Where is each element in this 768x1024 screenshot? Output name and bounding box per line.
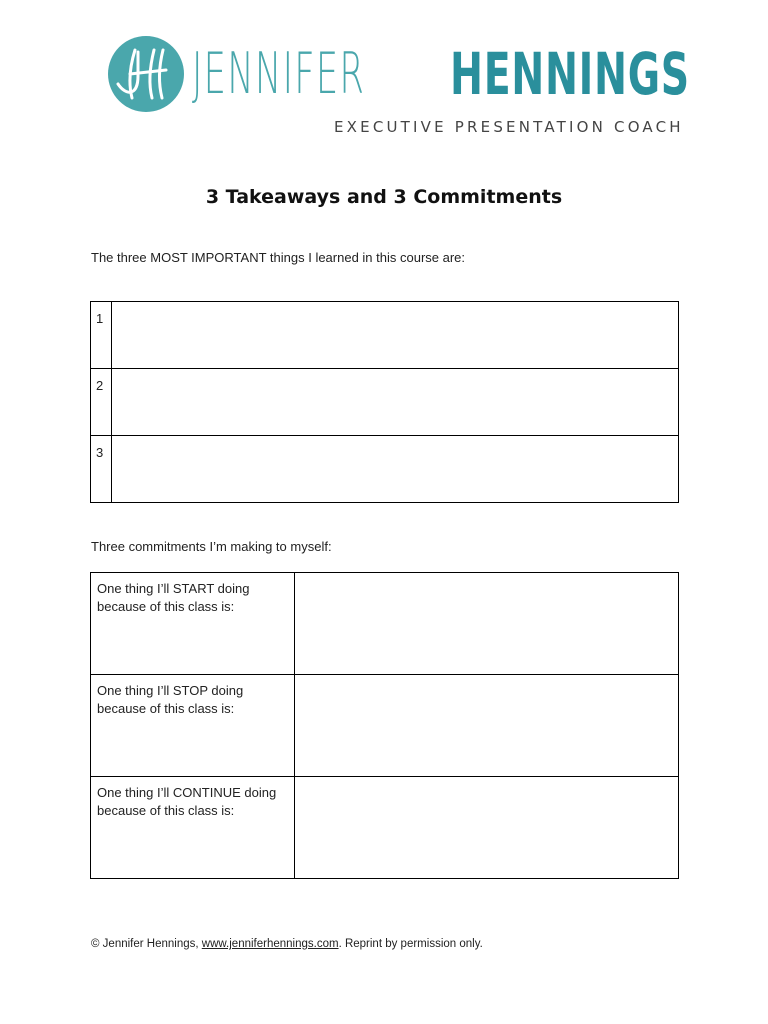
takeaway-number: 2 — [91, 369, 112, 436]
takeaway-number: 3 — [91, 436, 112, 503]
table-row — [91, 436, 679, 503]
commitments-intro: Three commitments I’m making to myself: — [91, 539, 332, 554]
commitment-answer-cell[interactable] — [295, 675, 679, 777]
footer-permission-note: . Reprint by permission only. — [338, 938, 483, 950]
table-row — [91, 777, 679, 879]
commitment-label-line: because of this class is: — [97, 803, 235, 818]
takeaway-answer-cell[interactable] — [112, 369, 679, 436]
page-title: 3 Takeaways and 3 Commitments — [205, 186, 563, 208]
takeaways-intro: The three MOST IMPORTANT things I learned in this course are: — [91, 250, 466, 265]
commitment-label-line: One thing I’ll CONTINUE doing — [97, 785, 277, 800]
monogram-logo-icon — [108, 36, 184, 112]
commitment-label-line: One thing I’ll STOP doing — [97, 683, 244, 698]
commitment-label-line: One thing I’ll START doing — [97, 581, 250, 596]
footer-website-link[interactable]: www.jenniferhennings.com — [201, 938, 339, 950]
brand-tagline: EXECUTIVE PRESENTATION COACH — [334, 118, 684, 136]
commitment-label-continue — [91, 777, 295, 879]
brand-last-name: HENNINGS — [450, 40, 690, 108]
commitment-label-line: because of this class is: — [97, 701, 235, 716]
brand-first-name: JENNIFER — [192, 41, 366, 107]
commitment-label-start — [91, 573, 295, 675]
commitments-table — [90, 572, 679, 879]
commitment-label-stop — [91, 675, 295, 777]
footer — [91, 938, 483, 950]
takeaway-answer-cell[interactable] — [112, 302, 679, 369]
table-row — [91, 675, 679, 777]
brand-name — [192, 40, 690, 108]
takeaway-number: 1 — [91, 302, 112, 369]
takeaways-table — [90, 301, 679, 503]
commitment-answer-cell[interactable] — [295, 573, 679, 675]
table-row — [91, 573, 679, 675]
brand-logo — [108, 36, 690, 136]
footer-copyright: © Jennifer Hennings, — [91, 938, 202, 950]
commitment-label-line: because of this class is: — [97, 599, 235, 614]
table-row — [91, 302, 679, 369]
commitment-answer-cell[interactable] — [295, 777, 679, 879]
table-row — [91, 369, 679, 436]
takeaway-answer-cell[interactable] — [112, 436, 679, 503]
